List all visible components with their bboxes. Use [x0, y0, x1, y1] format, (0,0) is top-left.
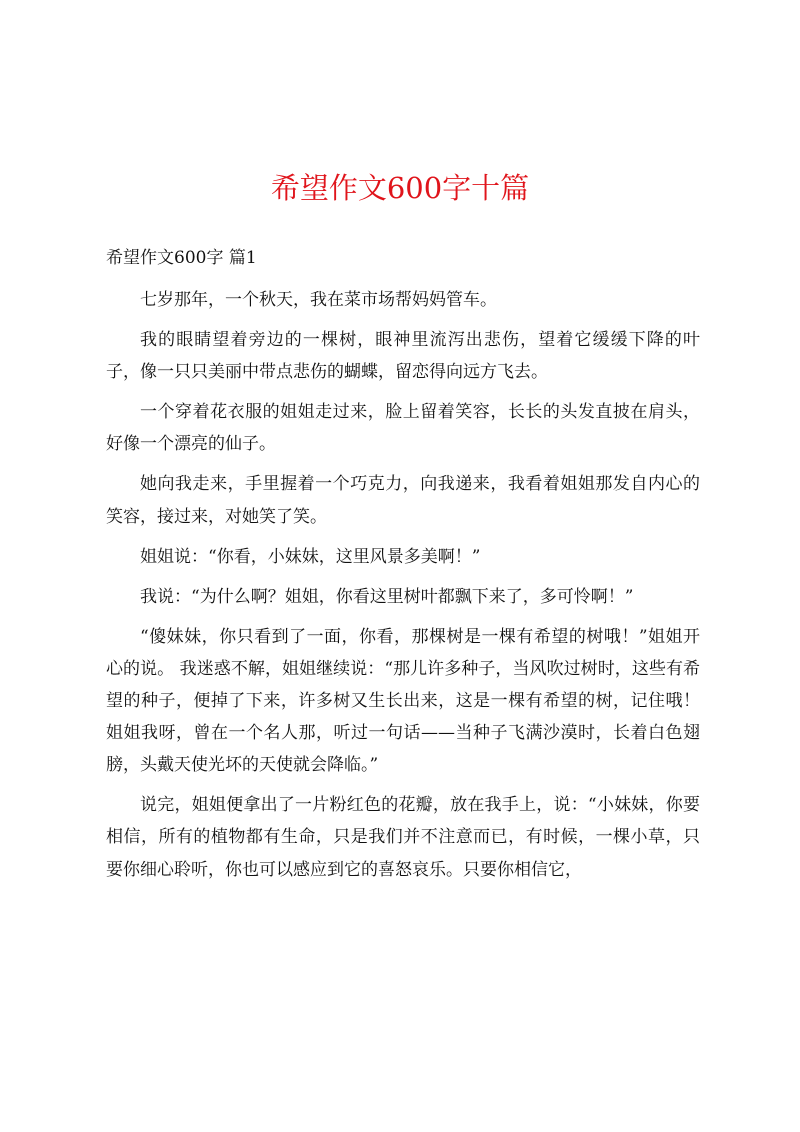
paragraph: 一个穿着花衣服的姐姐走过来，脸上留着笑容，长长的头发直披在肩头，好像一个漂亮的仙子。 — [106, 402, 700, 455]
document-title: 希望作文600字十篇 — [270, 171, 530, 205]
essay-body — [106, 284, 700, 894]
paragraph: 我说：“为什么啊？姐姐，你看这里树叶都飘下来了，多可怜啊！” — [140, 586, 634, 607]
section-heading: 希望作文600字 篇1 — [106, 248, 257, 268]
paragraph: 七岁那年，一个秋天，我在菜市场帮妈妈管车。 — [140, 290, 497, 310]
paragraph: 姐姐说：“你看，小妹妹，这里风景多美啊！” — [140, 546, 481, 567]
paragraph: 她向我走来，手里握着一个巧克力，向我递来，我看着姐姐那发自内心的笑容，接过来，对她笑了笑。 — [106, 474, 700, 527]
paragraph: 我的眼睛望着旁边的一棵树，眼神里流泻出悲伤，望着它缓缓下降的叶子，像一只只美丽中带点悲伤的蝴蝶，留恋得向远方飞去。 — [106, 330, 700, 383]
paragraph: 说完，姐姐便拿出了一片粉红色的花瓣，放在我手上，说：“小妹妹，你要相信，所有的植物都有生命，只是我们并不注意而已，有时候，一棵小草，只要你细心聆听，你也可以感应到它的喜怒哀乐。只要你相信它， — [106, 795, 700, 880]
paragraph: “傻妹妹，你只看到了一面，你看，那棵树是一棵有希望的树哦！”姐姐开心的说。 我迷惑不解，姐姐继续说：“那儿许多种子，当风吹过树时，这些有希望的种子，便掉了下来，许多树又生长出来，这是一棵有希望的树，记住哦！姐姐我呀，曾在一个名人那，听过一句话——当种子飞满沙漠时，长着白色翅膀，头戴天使光坏的天使就会降临。” — [106, 626, 700, 776]
